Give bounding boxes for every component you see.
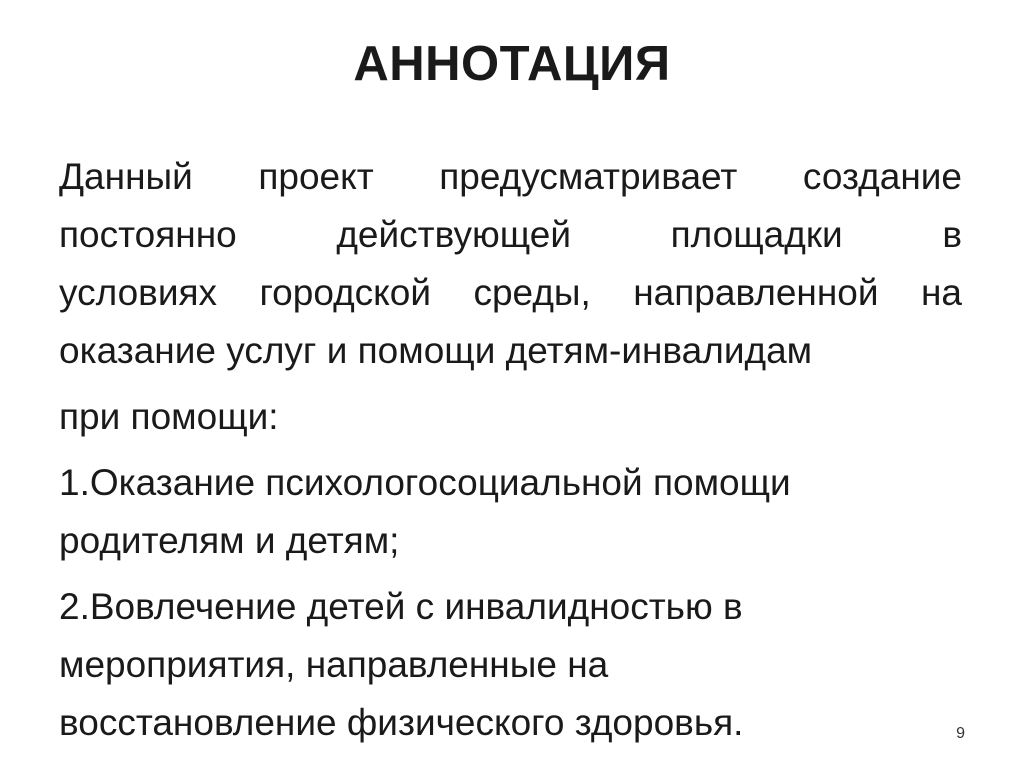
list-item-line: родителям и детям;	[59, 520, 400, 561]
page-number: 9	[956, 725, 965, 742]
intro-line: оказание услуг и помощи детям-инвалидам	[59, 330, 813, 371]
intro-line: постоянно действующей площадки в	[59, 214, 962, 255]
slide-body	[59, 148, 962, 760]
list-item-line: 2.Вовлечение детей с инвалидностью в	[59, 586, 743, 627]
list-item-line: мероприятия, направленные на	[59, 644, 609, 685]
slide-title: АННОТАЦИЯ	[353, 37, 671, 91]
intro-paragraph	[59, 148, 962, 380]
list-item-1	[59, 454, 962, 570]
intro-line: условиях городской среды, направленной на	[59, 272, 962, 313]
lead-in-text: при помощи:	[59, 396, 279, 437]
lead-in-paragraph	[59, 388, 962, 446]
list-item-line: 1.Оказание психологосоциальной помощи	[59, 462, 791, 503]
list-item-line: восстановление физического здоровья.	[59, 702, 744, 743]
intro-line: Данный проект предусматривает создание	[59, 156, 962, 197]
list-item-2	[59, 578, 962, 752]
